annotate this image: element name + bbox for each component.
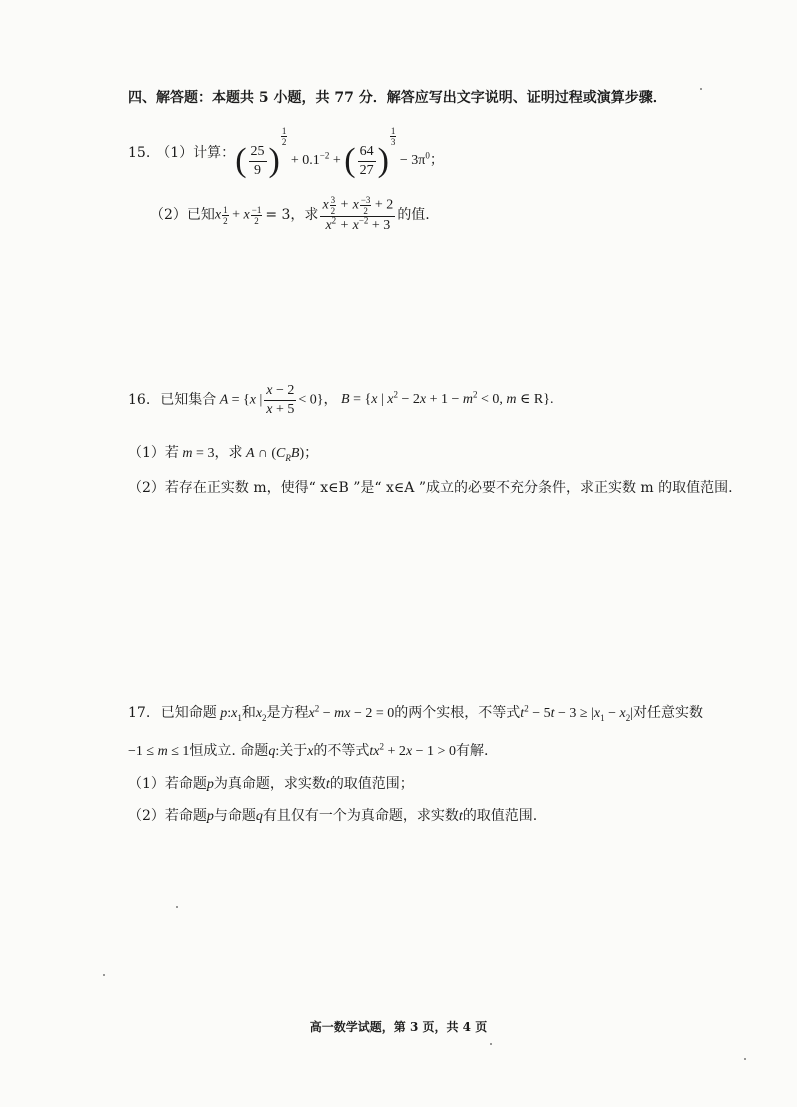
scan-speck (700, 88, 702, 90)
q16-part1-tail: ，求 (214, 445, 243, 461)
q16-set-a: A = {x | $\frac{x - 2}{x + 5}$ < 0}， (216, 382, 338, 417)
scan-speck (490, 1043, 492, 1045)
q15-part2-tail: 的值. (397, 207, 430, 223)
q16-intro: 已知集合 (160, 392, 217, 408)
q16-number: 16. (128, 392, 151, 408)
question-17-line2: −1 ≤ m ≤ 1恒成立. 命题q:关于x的不等式$tx^2 + 2x - 1 > 0$有解. (128, 741, 489, 759)
q16-part1-label: （1）若 (128, 445, 179, 461)
q16-set-b: B = {x | $x^2 - 2x + 1 - m^2 < 0$, m ∈ R}. (337, 389, 554, 407)
question-15-part1 (128, 128, 444, 178)
q15-part2-fraction: x $\frac{3}{2}$ + x $\frac{-3}{2}$ + 2 $x^2 + x^{-2} + 3$ (322, 195, 394, 233)
scan-speck (103, 974, 105, 976)
q15-part2-condition: x $\frac{1}{2}$ + x $\frac{-1}{2}$ (214, 204, 262, 226)
question-15-part2 (150, 192, 430, 238)
question-17-part1: （1）若命题p为真命题，求实数t的取值范围； (128, 776, 414, 792)
question-16-part2: （2）若存在正实数 m，使得“ x∈B ”是“ x∈A ”成立的必要不充分条件，求正实数 m 的取值范围. (128, 480, 733, 496)
scan-speck (744, 1058, 746, 1060)
question-17-line1: 17. 已知命题 $p:x_1$和$x_2$是方程$x^2$ − mx − 2 = 0的两个实根，不等式$t^2 - 5t - 3 \ge |x_1 - x_2|$对任意实数 (128, 703, 704, 723)
q15-part2-label: （2）已知 (150, 207, 215, 223)
section-heading: 四、解答题：本题共 5 小题，共 77 分．解答应写出文字说明、证明过程或演算步骤． (128, 90, 667, 106)
q15-part1-label: （1）计算： (156, 145, 236, 161)
page-footer: 高一数学试题，第 3 页，共 4 页 (309, 1020, 488, 1034)
question-16-intro (128, 380, 553, 420)
q15-part1-expression: ( $\frac{25}{9}$ ) $\frac{1}{2}$ + $0.1^{-2}$ + ( $\frac{64}{27}$ ) $\frac{1}{3}$ − $3\pi^0$； (235, 126, 444, 180)
scan-speck (176, 906, 178, 908)
question-16-part1: （1）若 m = 3，求 A ∩ $(C_RB)$； (128, 445, 319, 463)
question-17-part2: （2）若命题p与命题q有且仅有一个为真命题，求实数t的取值范围. (128, 808, 538, 824)
q15-part2-condition-tail: = 3，求 (265, 207, 319, 223)
q17-number: 17. (128, 705, 151, 721)
q15-number: 15. (128, 145, 151, 161)
